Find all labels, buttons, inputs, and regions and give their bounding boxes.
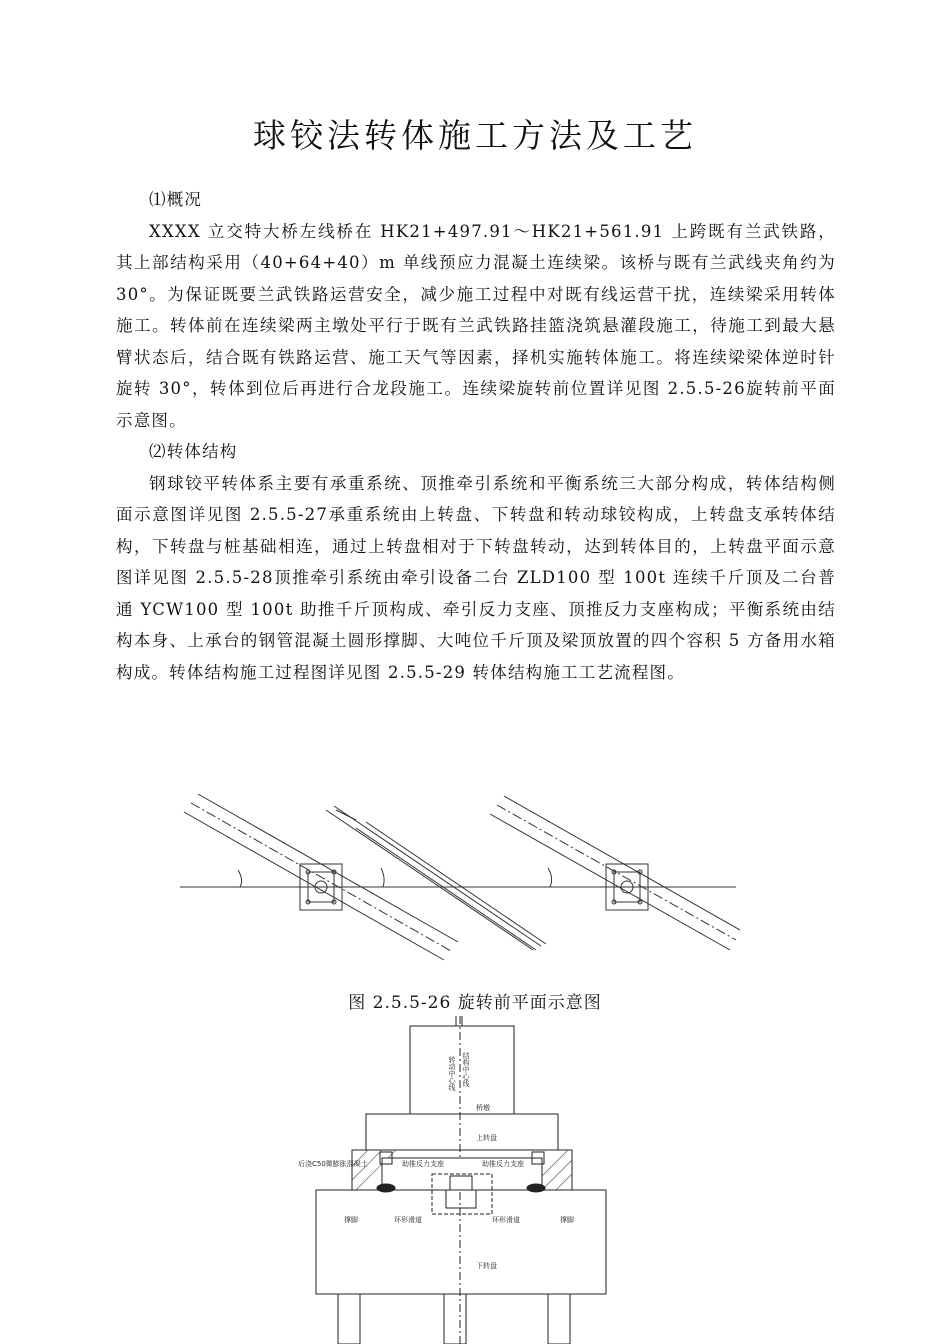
label-struct-center: 结构中心线 xyxy=(462,1052,470,1087)
label-lower-plate: 下转盘 xyxy=(476,1262,497,1270)
label-upper-plate: 上转盘 xyxy=(476,1134,497,1142)
strut-left xyxy=(377,1184,395,1192)
label-track-right: 环形滑道 xyxy=(492,1216,520,1224)
label-backfill: 后浇C50微膨胀混凝土 xyxy=(298,1160,368,1168)
angle-arc-right xyxy=(548,868,552,887)
label-rot-center: 转动中心线 xyxy=(448,1056,456,1091)
beam-right xyxy=(490,796,740,950)
angle-arc-middle xyxy=(381,868,384,887)
label-push-left: 助推反力支座 xyxy=(402,1160,444,1168)
figure-caption: 图 2.5.5-26 旋转前平面示意图 xyxy=(348,993,602,1013)
lower-plate xyxy=(316,1190,606,1294)
piles xyxy=(338,1294,570,1344)
label-strut-left: 撑脚 xyxy=(344,1216,358,1224)
side-section-figure xyxy=(296,1016,616,1344)
section-heading-structure: ⑵转体结构 xyxy=(149,442,238,461)
paragraph-overview: XXXX 立交特大桥左线桥在 HK21+497.91～HK21+561.91 上跨既有兰武铁路，其上部结构采用（40+64+40）m 单线预应力混凝土连续梁。该桥与既有兰武线夹角约为 30°。为保证既要兰武铁路运营安全，减少施工过程中对既有线运营干扰，连续梁采用转体施工。转体前在连续梁两主墩处平行于既有兰武铁路挂篮浇筑悬灌段施工，待施工到最大悬臂状态后，结合既有铁路运营、施工天气等因素，择机实施转体施工。将连续梁梁体逆时针旋转 30°，转体到位后再进行合龙段施工。连续梁旋转前位置详见图 2.5.5-26旋转前平面示意图。 xyxy=(116,221,836,430)
spherical-hinge xyxy=(446,1190,476,1208)
strut-right xyxy=(527,1184,545,1192)
section-heading-overview: ⑴概况 xyxy=(149,190,203,209)
body-text xyxy=(116,184,836,688)
label-strut-right: 撑脚 xyxy=(560,1216,574,1224)
page-title: 球铰法转体施工方法及工艺 xyxy=(253,116,697,155)
plan-view-figure xyxy=(176,790,740,980)
angle-arc-left xyxy=(238,870,242,887)
beam-left xyxy=(184,794,458,960)
upper-plate xyxy=(366,1114,558,1150)
paragraph-structure: 钢球铰平转体系主要有承重系统、顶推牵引系统和平衡系统三大部分构成，转体结构侧面示意图详见图 2.5.5-27承重系统由上转盘、下转盘和转动球铰构成，上转盘支承转体结构，下转盘与桩基础相连，通过上转盘相对于下转盘转动，达到转体目的，上转盘平面示意图详见图 2.5.5-28顶推牵引系统由牵引设备二台 ZLD100 型 100t 连续千斤顶及二台普通 YCW100 型 100t 助推千斤顶构成、牵引反力支座、顶推反力支座构成；平衡系统由结构本身、上承台的钢管混凝土圆形撑脚、大吨位千斤顶及梁顶放置的四个容积 5 方备用水箱构成。转体结构施工过程图详见图 2.5.5-29 转体结构施工工艺流程图。 xyxy=(116,473,836,682)
label-push-right: 助推反力支座 xyxy=(482,1160,524,1168)
label-pier: 桥墩 xyxy=(476,1104,490,1112)
label-track-left: 环形滑道 xyxy=(394,1216,422,1224)
